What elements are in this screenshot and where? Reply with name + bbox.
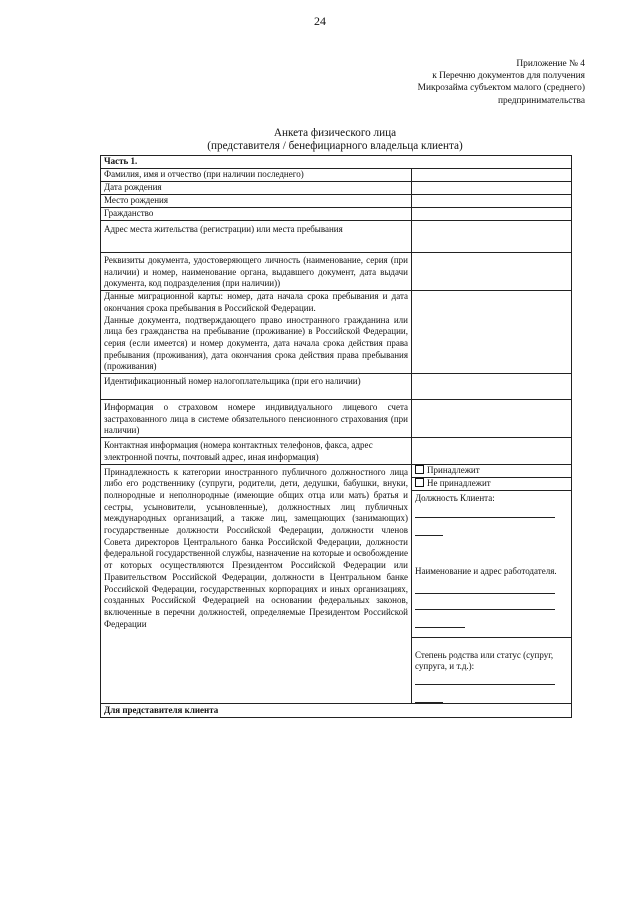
section-header-row xyxy=(101,156,572,169)
table-row xyxy=(101,400,572,438)
table-row xyxy=(101,291,572,374)
employer-input-line[interactable] xyxy=(415,622,465,628)
field-value-cell[interactable] xyxy=(412,374,572,400)
field-label xyxy=(101,291,412,374)
field-label: Идентификационный номер налогоплательщика (при его наличии) xyxy=(101,374,412,400)
table-row xyxy=(101,208,572,221)
appendix-line: предпринимательства xyxy=(498,95,585,106)
form-title-line: Анкета физического лица xyxy=(273,127,397,139)
field-label: Реквизиты документа, удостоверяющего личность (наименование, серия (при наличии) и номер, наименование органа, выдавшего документ, дата выдачи документа, код подразделения (при наличии)) xyxy=(101,253,412,291)
section-title: Часть 1. xyxy=(101,156,572,169)
section-title: Для представителя клиента xyxy=(101,703,572,717)
table-row xyxy=(101,182,572,195)
table-row xyxy=(101,438,572,464)
field-label: Фамилия, имя и отчество (при наличии последнего) xyxy=(101,169,412,182)
option-label: Принадлежит xyxy=(427,464,480,475)
table-row xyxy=(101,253,572,291)
relation-cell xyxy=(412,637,572,703)
field-label: Контактная информация (номера контактных телефонов, факса, адрес электронной почты, почтовый адрес, иная информация) xyxy=(101,438,412,464)
section-header-row xyxy=(101,703,572,717)
option-label: Не принадлежит xyxy=(427,477,491,488)
field-value-cell[interactable] xyxy=(412,253,572,291)
field-value-cell[interactable] xyxy=(412,182,572,195)
field-label-part: Данные миграционной карты: номер, дата начала срока пребывания и дата окончания срока пребывания в Российской Федерации. xyxy=(104,291,408,313)
option-cell xyxy=(412,464,572,477)
relation-label: Степень родства или статус (супруг, супруга, и т.д.): xyxy=(415,649,554,672)
field-label-part: Данные документа, подтверждающего право иностранного гражданина или лица без гражданства на пребывание (проживание) в Российской Федерации, серия (если имеется) и номер документа, дата начала срока действия права пребывания (проживания), дата окончания срока действия права пребывания (проживания) xyxy=(104,314,408,372)
option-cell xyxy=(412,477,572,490)
field-value-cell[interactable] xyxy=(412,208,572,221)
relation-input-line[interactable] xyxy=(415,697,443,703)
field-label: Информация о страховом номере индивидуального лицевого счета застрахованного лица в системе обязательного пенсионного страхования (при наличии) xyxy=(101,400,412,438)
field-value-cell[interactable] xyxy=(412,169,572,182)
table-row xyxy=(101,169,572,182)
questionnaire-table xyxy=(100,155,572,718)
table-row xyxy=(101,195,572,208)
form-title-subline: (представителя / бенефициарного владельца клиента) xyxy=(207,140,463,152)
appendix-line: к Перечню документов для получения xyxy=(432,71,585,82)
field-label: Дата рождения xyxy=(101,182,412,195)
page-number: 24 xyxy=(314,14,326,28)
employer-label: Наименование и адрес работодателя. xyxy=(415,566,557,577)
position-label: Должность Клиента: xyxy=(415,492,495,503)
appendix-line: Приложение № 4 xyxy=(516,59,585,69)
field-value-cell[interactable] xyxy=(412,291,572,374)
table-row xyxy=(101,221,572,253)
field-value-cell[interactable] xyxy=(412,400,572,438)
pep-details-cell xyxy=(412,490,572,637)
field-label: Принадлежность к категории иностранного публичного должностного лица либо его родственнику (супруги, родители, дети, дедушки, бабушки, внуки, полнородные и неполнородные (имеющие общих отца или мать) братья и сестры, усыновители, усыновленные), должностных лиц публичных международных организаций, а также лиц, замещающих (занимающих) государственные должности Российской Федерации, должности членов Совета директоров Центрального банка Российской Федерации, должности федеральной государственной службы, назначение на которые и освобождение от которых осуществляются Президентом Российской Федерации или Правительством Российской Федерации, должности в Центральном банке Российской Федерации, государственных корпорациях и иных организациях, созданных Российской Федерацией на основании федеральных законов, включенные в перечни должностей, определяемые Президентом Российской Федерации xyxy=(101,464,412,703)
checkbox-belongs[interactable] xyxy=(415,465,424,474)
field-label: Место рождения xyxy=(101,195,412,208)
field-label: Гражданство xyxy=(101,208,412,221)
appendix-header xyxy=(418,58,585,107)
appendix-line: Микрозайма субъектом малого (среднего) xyxy=(417,83,585,94)
field-value-cell[interactable] xyxy=(412,195,572,208)
checkbox-not-belongs[interactable] xyxy=(415,478,424,487)
field-label: Адрес места жительства (регистрации) или места пребывания xyxy=(101,221,412,253)
form-title xyxy=(100,127,570,153)
field-value-cell[interactable] xyxy=(412,438,572,464)
table-row xyxy=(101,464,572,477)
table-row xyxy=(101,374,572,400)
field-value-cell[interactable] xyxy=(412,221,572,253)
